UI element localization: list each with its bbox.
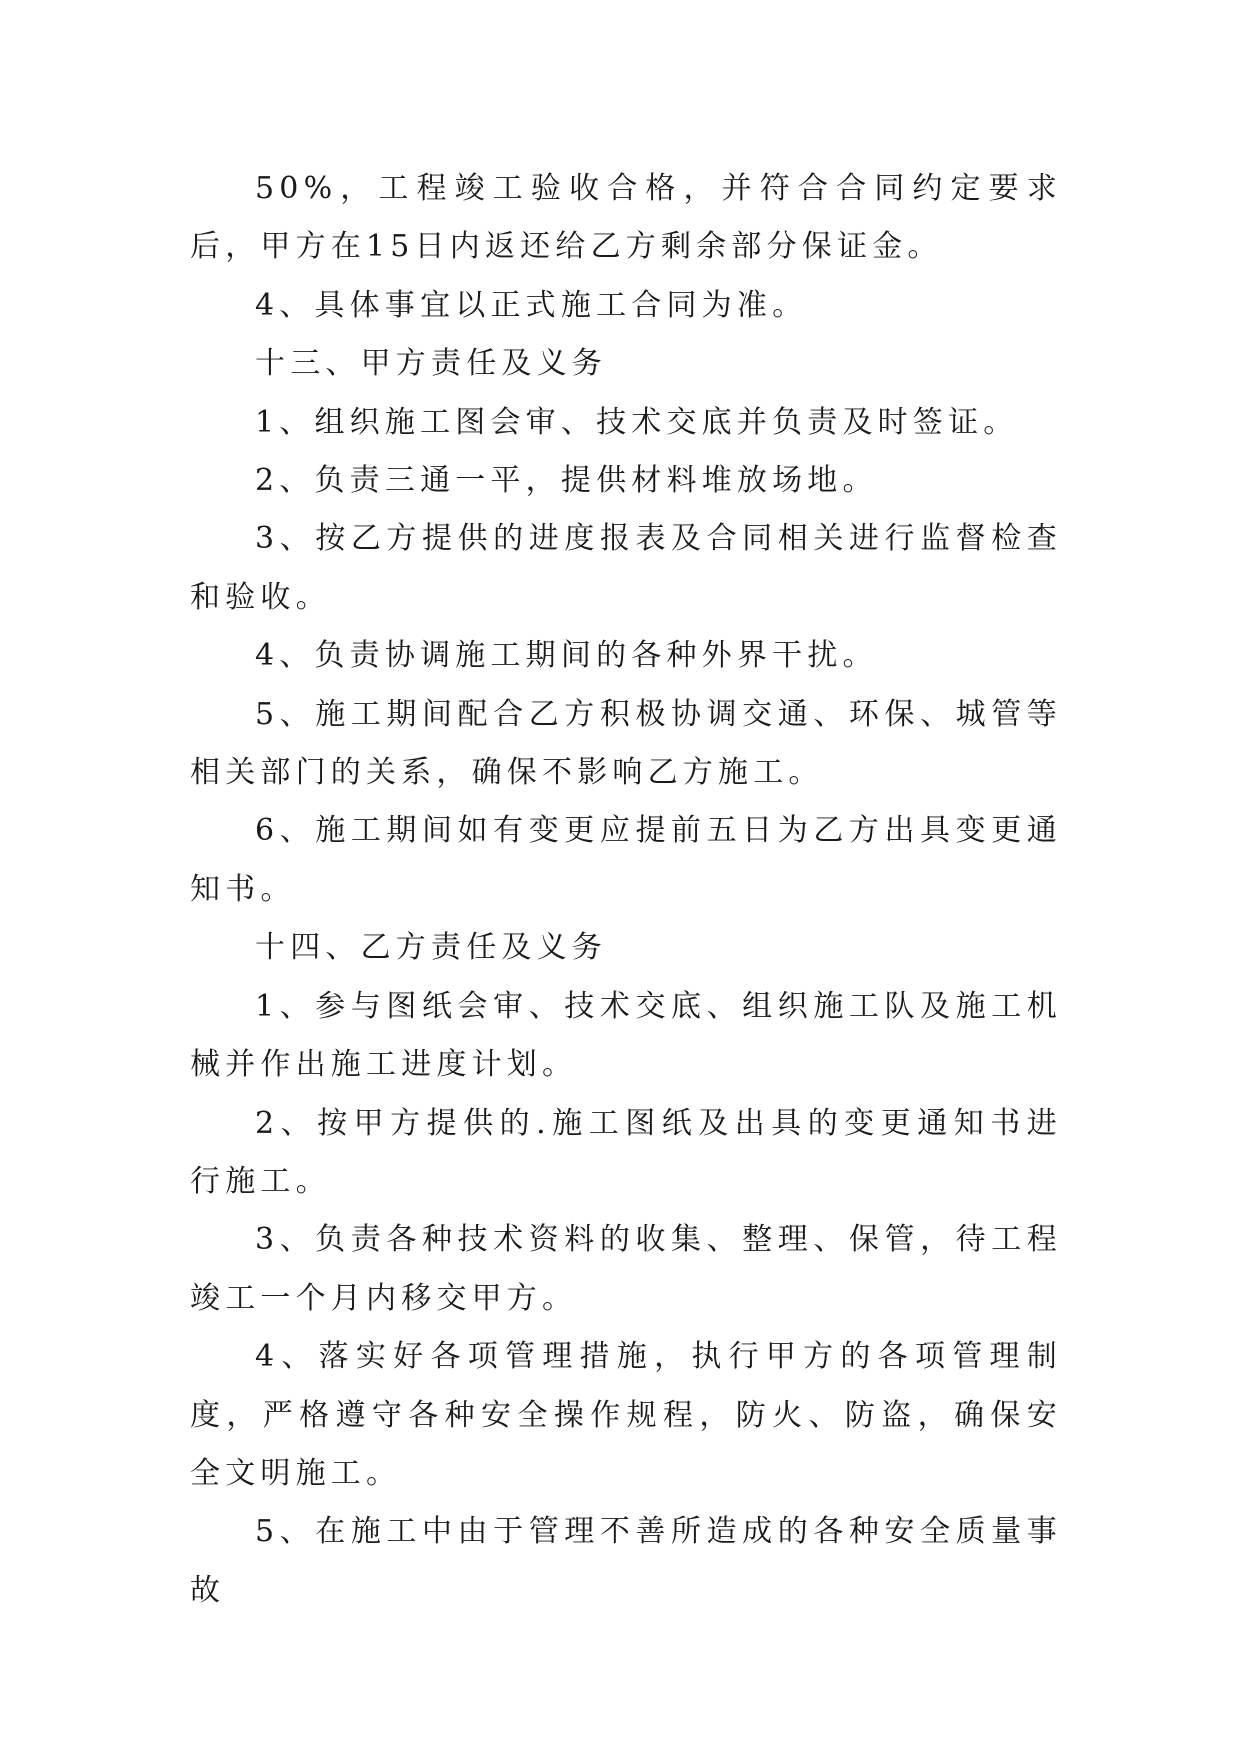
paragraph-party-b-item-2: 2、按甲方提供的.施工图纸及出具的变更通知书进行施工。 — [190, 1105, 1062, 1199]
paragraph-party-a-item-1: 1、组织施工图会审、技术交底并负责及时签证。 — [255, 404, 1019, 440]
document-body — [190, 160, 1062, 1620]
section-heading-party-a: 十三、甲方责任及义务 — [255, 346, 607, 382]
paragraph-party-b-item-3: 3、负责各种技术资料的收集、整理、保管，待工程竣工一个月内移交甲方。 — [190, 1222, 1062, 1316]
paragraph-party-b-item-1: 1、参与图纸会审、技术交底、组织施工队及施工机械并作出施工进度计划。 — [190, 988, 1062, 1083]
paragraph-party-a-item-4: 4、负责协调施工期间的各种外界干扰。 — [255, 638, 878, 674]
section-heading-party-b: 十四、乙方责任及义务 — [255, 930, 607, 966]
paragraph-party-b-item-5: 5、在施工中由于管理不善所造成的各种安全质量事故 — [190, 1514, 1062, 1608]
paragraph-party-a-item-5: 5、施工期间配合乙方积极协调交通、环保、城管等相关部门的关系，确保不影响乙方施工。 — [190, 696, 1062, 791]
paragraph-party-a-item-6: 6、施工期间如有变更应提前五日为乙方出具变更通知书。 — [190, 813, 1062, 907]
paragraph-clause-4-contract: 4、具体事宜以正式施工合同为准。 — [255, 287, 808, 323]
paragraph-deposit-return: 50%，工程竣工验收合格，并符合合同约定要求后，甲方在15日内返还给乙方剩余部分保证金。 — [190, 171, 1062, 265]
paragraph-party-b-item-4: 4、落实好各项管理措施，执行甲方的各项管理制度，严格遵守各种安全操作规程，防火、防盗，确保安全文明施工。 — [190, 1339, 1062, 1491]
paragraph-party-a-item-2: 2、负责三通一平，提供材料堆放场地。 — [255, 463, 878, 499]
paragraph-party-a-item-3: 3、按乙方提供的进度报表及合同相关进行监督检查和验收。 — [190, 521, 1062, 615]
